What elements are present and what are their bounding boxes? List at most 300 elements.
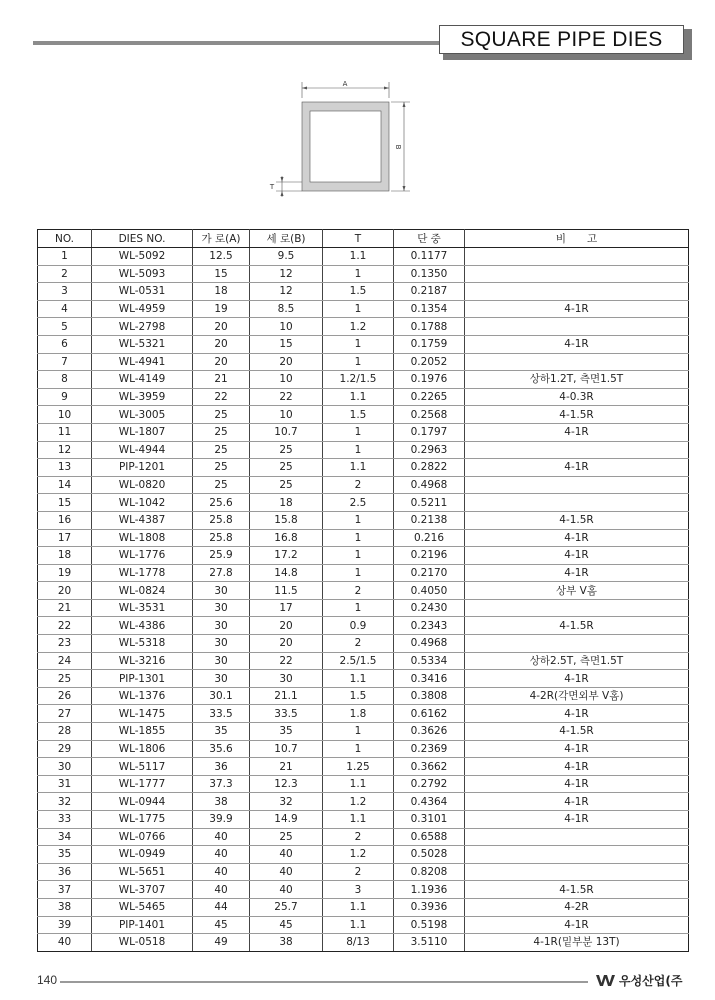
cell-thickness-t: 1 (323, 723, 394, 741)
cell-width-a: 27.8 (193, 564, 250, 582)
cell-dies-no: WL-2798 (92, 318, 193, 336)
cell-remarks (465, 635, 689, 653)
cell-remarks (465, 441, 689, 459)
cell-dies-no: WL-0518 (92, 934, 193, 952)
cell-no: 9 (38, 388, 92, 406)
cell-thickness-t: 1.5 (323, 283, 394, 301)
table-row (38, 723, 689, 741)
cell-unit-weight: 0.1177 (394, 248, 465, 266)
table-row (38, 335, 689, 353)
cell-thickness-t: 1.2 (323, 846, 394, 864)
cell-height-b: 20 (250, 353, 323, 371)
col-header-height-b: 세 로(B) (250, 230, 323, 248)
cell-thickness-t: 1 (323, 300, 394, 318)
cell-thickness-t: 1.8 (323, 705, 394, 723)
cell-remarks (465, 248, 689, 266)
table-row (38, 476, 689, 494)
cell-dies-no: WL-1778 (92, 564, 193, 582)
cell-no: 17 (38, 529, 92, 547)
cell-thickness-t: 2.5 (323, 494, 394, 512)
cell-dies-no: WL-0944 (92, 793, 193, 811)
cell-thickness-t: 1.2/1.5 (323, 371, 394, 389)
table-row (38, 547, 689, 565)
cell-dies-no: WL-0949 (92, 846, 193, 864)
cell-height-b: 18 (250, 494, 323, 512)
cell-remarks: 4-1R (465, 670, 689, 688)
cell-no: 2 (38, 265, 92, 283)
cell-width-a: 40 (193, 881, 250, 899)
cell-no: 30 (38, 758, 92, 776)
cell-remarks: 4-0.3R (465, 388, 689, 406)
cell-remarks: 4-1.5R (465, 723, 689, 741)
cell-no: 25 (38, 670, 92, 688)
dim-label-t: T (269, 183, 275, 191)
cell-height-b: 15.8 (250, 511, 323, 529)
cell-no: 29 (38, 740, 92, 758)
table-row (38, 529, 689, 547)
cell-unit-weight: 0.2822 (394, 459, 465, 477)
cell-unit-weight: 0.2963 (394, 441, 465, 459)
cell-dies-no: WL-4149 (92, 371, 193, 389)
cell-width-a: 25 (193, 406, 250, 424)
cell-thickness-t: 1.1 (323, 775, 394, 793)
table-row (38, 441, 689, 459)
cell-no: 39 (38, 916, 92, 934)
table-row (38, 406, 689, 424)
cell-width-a: 30 (193, 635, 250, 653)
cell-height-b: 40 (250, 863, 323, 881)
cell-width-a: 25.8 (193, 511, 250, 529)
cell-dies-no: WL-4387 (92, 511, 193, 529)
cell-unit-weight: 0.1976 (394, 371, 465, 389)
cell-no: 34 (38, 828, 92, 846)
table-row (38, 846, 689, 864)
cell-height-b: 10.7 (250, 423, 323, 441)
cell-unit-weight: 0.2792 (394, 775, 465, 793)
cell-dies-no: WL-3005 (92, 406, 193, 424)
cell-remarks: 4-1R (465, 300, 689, 318)
table-row (38, 459, 689, 477)
cell-thickness-t: 1 (323, 740, 394, 758)
cell-height-b: 25 (250, 459, 323, 477)
table-row (38, 758, 689, 776)
cell-thickness-t: 1 (323, 265, 394, 283)
cell-remarks: 4-1.5R (465, 406, 689, 424)
cell-height-b: 12 (250, 283, 323, 301)
cell-thickness-t: 2 (323, 582, 394, 600)
cell-dies-no: WL-0824 (92, 582, 193, 600)
cell-width-a: 44 (193, 898, 250, 916)
cell-no: 20 (38, 582, 92, 600)
cell-unit-weight: 0.5198 (394, 916, 465, 934)
cell-thickness-t: 3 (323, 881, 394, 899)
cell-remarks: 4-1.5R (465, 881, 689, 899)
cell-thickness-t: 1.5 (323, 687, 394, 705)
table-row (38, 582, 689, 600)
col-header-width-a: 가 로(A) (193, 230, 250, 248)
cell-no: 8 (38, 371, 92, 389)
cell-dies-no: WL-1376 (92, 687, 193, 705)
cell-unit-weight: 0.1354 (394, 300, 465, 318)
cell-unit-weight: 3.5110 (394, 934, 465, 952)
cell-unit-weight: 0.2568 (394, 406, 465, 424)
table-row (38, 300, 689, 318)
cell-unit-weight: 0.3416 (394, 670, 465, 688)
logo-mark-icon (596, 975, 616, 986)
cell-unit-weight: 0.2170 (394, 564, 465, 582)
cell-remarks (465, 494, 689, 512)
cell-no: 10 (38, 406, 92, 424)
cell-dies-no: WL-1775 (92, 811, 193, 829)
cell-dies-no: WL-0820 (92, 476, 193, 494)
table-row (38, 265, 689, 283)
cell-unit-weight: 0.2369 (394, 740, 465, 758)
cell-width-a: 25.8 (193, 529, 250, 547)
cell-remarks (465, 353, 689, 371)
cell-width-a: 22 (193, 388, 250, 406)
table-row (38, 687, 689, 705)
table-row (38, 793, 689, 811)
cell-height-b: 32 (250, 793, 323, 811)
dim-label-b: B (394, 144, 402, 150)
cell-remarks: 4-1R (465, 758, 689, 776)
cell-thickness-t: 1 (323, 511, 394, 529)
table-row (38, 652, 689, 670)
cell-dies-no: WL-5093 (92, 265, 193, 283)
cell-no: 21 (38, 599, 92, 617)
cell-height-b: 8.5 (250, 300, 323, 318)
cell-remarks: 4-1R (465, 335, 689, 353)
cell-remarks (465, 828, 689, 846)
cell-dies-no: PIP-1201 (92, 459, 193, 477)
footer-rule (60, 981, 588, 983)
table-row (38, 318, 689, 336)
cell-width-a: 25.6 (193, 494, 250, 512)
cell-height-b: 45 (250, 916, 323, 934)
cell-width-a: 25.9 (193, 547, 250, 565)
table-row (38, 248, 689, 266)
cell-remarks (465, 846, 689, 864)
col-header-no: NO. (38, 230, 92, 248)
cell-width-a: 49 (193, 934, 250, 952)
cell-height-b: 14.9 (250, 811, 323, 829)
cell-unit-weight: 0.3101 (394, 811, 465, 829)
cell-no: 1 (38, 248, 92, 266)
cell-no: 18 (38, 547, 92, 565)
cell-dies-no: WL-0766 (92, 828, 193, 846)
cell-no: 14 (38, 476, 92, 494)
cell-width-a: 20 (193, 353, 250, 371)
cell-thickness-t: 1 (323, 335, 394, 353)
cell-no: 19 (38, 564, 92, 582)
cell-unit-weight: 1.1936 (394, 881, 465, 899)
cell-height-b: 10 (250, 371, 323, 389)
cell-dies-no: WL-5651 (92, 863, 193, 881)
cell-width-a: 40 (193, 863, 250, 881)
cell-no: 35 (38, 846, 92, 864)
cell-dies-no: WL-3216 (92, 652, 193, 670)
cell-unit-weight: 0.2265 (394, 388, 465, 406)
cell-no: 31 (38, 775, 92, 793)
cell-height-b: 12.3 (250, 775, 323, 793)
cell-remarks: 상하1.2T, 측면1.5T (465, 371, 689, 389)
cell-dies-no: WL-5117 (92, 758, 193, 776)
cell-remarks (465, 283, 689, 301)
cell-dies-no: WL-4386 (92, 617, 193, 635)
cell-width-a: 30 (193, 582, 250, 600)
cell-no: 28 (38, 723, 92, 741)
cell-height-b: 21.1 (250, 687, 323, 705)
cell-dies-no: WL-3707 (92, 881, 193, 899)
cell-unit-weight: 0.3662 (394, 758, 465, 776)
cell-no: 23 (38, 635, 92, 653)
cell-height-b: 17.2 (250, 547, 323, 565)
cell-height-b: 10 (250, 406, 323, 424)
cell-width-a: 38 (193, 793, 250, 811)
cell-remarks: 4-1R(밑부분 13T) (465, 934, 689, 952)
cell-thickness-t: 1 (323, 353, 394, 371)
cell-width-a: 35.6 (193, 740, 250, 758)
cell-dies-no: WL-4944 (92, 441, 193, 459)
page-number: 140 (37, 973, 58, 987)
cell-height-b: 21 (250, 758, 323, 776)
cell-no: 16 (38, 511, 92, 529)
cell-thickness-t: 1.2 (323, 318, 394, 336)
cell-width-a: 36 (193, 758, 250, 776)
cell-height-b: 11.5 (250, 582, 323, 600)
cell-height-b: 22 (250, 388, 323, 406)
cell-unit-weight: 0.3808 (394, 687, 465, 705)
cell-unit-weight: 0.3936 (394, 898, 465, 916)
cell-unit-weight: 0.3626 (394, 723, 465, 741)
cell-dies-no: WL-5465 (92, 898, 193, 916)
cell-height-b: 38 (250, 934, 323, 952)
cell-width-a: 40 (193, 828, 250, 846)
cell-remarks: 4-1R (465, 423, 689, 441)
cell-width-a: 12.5 (193, 248, 250, 266)
cell-no: 3 (38, 283, 92, 301)
cell-width-a: 30 (193, 599, 250, 617)
cell-height-b: 12 (250, 265, 323, 283)
cell-width-a: 25 (193, 423, 250, 441)
cell-width-a: 15 (193, 265, 250, 283)
cell-no: 26 (38, 687, 92, 705)
cell-remarks: 4-1R (465, 916, 689, 934)
cell-unit-weight: 0.1759 (394, 335, 465, 353)
cell-width-a: 39.9 (193, 811, 250, 829)
cell-thickness-t: 2 (323, 476, 394, 494)
cell-remarks: 4-1R (465, 564, 689, 582)
cell-height-b: 25 (250, 441, 323, 459)
table-row (38, 388, 689, 406)
cell-no: 40 (38, 934, 92, 952)
cell-remarks: 상하2.5T, 측면1.5T (465, 652, 689, 670)
cell-width-a: 25 (193, 459, 250, 477)
cell-thickness-t: 1 (323, 564, 394, 582)
table-row (38, 898, 689, 916)
cell-dies-no: WL-3959 (92, 388, 193, 406)
cell-no: 32 (38, 793, 92, 811)
cell-thickness-t: 1.25 (323, 758, 394, 776)
table-row (38, 423, 689, 441)
cell-remarks (465, 863, 689, 881)
cell-height-b: 33.5 (250, 705, 323, 723)
cell-remarks (465, 599, 689, 617)
cell-unit-weight: 0.2187 (394, 283, 465, 301)
cell-thickness-t: 1.2 (323, 793, 394, 811)
table-row (38, 775, 689, 793)
cell-remarks: 4-1R (465, 547, 689, 565)
cell-no: 24 (38, 652, 92, 670)
cell-width-a: 30 (193, 617, 250, 635)
cell-thickness-t: 2.5/1.5 (323, 652, 394, 670)
cell-unit-weight: 0.4968 (394, 476, 465, 494)
cell-dies-no: WL-1777 (92, 775, 193, 793)
table-row (38, 934, 689, 952)
page-title: SQUARE PIPE DIES (439, 25, 684, 54)
cell-no: 12 (38, 441, 92, 459)
cell-width-a: 25 (193, 476, 250, 494)
table-row (38, 353, 689, 371)
cell-dies-no: WL-1855 (92, 723, 193, 741)
cell-width-a: 35 (193, 723, 250, 741)
cell-unit-weight: 0.4968 (394, 635, 465, 653)
cell-thickness-t: 1 (323, 423, 394, 441)
cell-width-a: 30 (193, 670, 250, 688)
cell-remarks: 4-1R (465, 740, 689, 758)
cell-unit-weight: 0.1788 (394, 318, 465, 336)
cell-height-b: 30 (250, 670, 323, 688)
cell-no: 22 (38, 617, 92, 635)
cell-dies-no: WL-4941 (92, 353, 193, 371)
cell-unit-weight: 0.5211 (394, 494, 465, 512)
cell-height-b: 40 (250, 846, 323, 864)
cell-width-a: 33.5 (193, 705, 250, 723)
cell-height-b: 25 (250, 828, 323, 846)
cell-remarks: 4-1.5R (465, 617, 689, 635)
cell-dies-no: PIP-1301 (92, 670, 193, 688)
cell-dies-no: WL-1807 (92, 423, 193, 441)
cell-no: 4 (38, 300, 92, 318)
cell-unit-weight: 0.1350 (394, 265, 465, 283)
cell-thickness-t: 1 (323, 547, 394, 565)
cell-no: 6 (38, 335, 92, 353)
cell-height-b: 14.8 (250, 564, 323, 582)
cell-dies-no: WL-1042 (92, 494, 193, 512)
cell-thickness-t: 8/13 (323, 934, 394, 952)
cell-remarks: 4-2R (465, 898, 689, 916)
table-row (38, 617, 689, 635)
table-row (38, 635, 689, 653)
cell-height-b: 9.5 (250, 248, 323, 266)
table-row (38, 811, 689, 829)
table-body (38, 248, 689, 952)
cell-dies-no: WL-0531 (92, 283, 193, 301)
cell-dies-no: WL-4959 (92, 300, 193, 318)
cell-unit-weight: 0.5334 (394, 652, 465, 670)
cell-dies-no: PIP-1401 (92, 916, 193, 934)
cell-thickness-t: 2 (323, 635, 394, 653)
cell-height-b: 25 (250, 476, 323, 494)
table-row (38, 564, 689, 582)
col-header-unit-weight: 단 중 (394, 230, 465, 248)
company-logo (596, 972, 682, 989)
cell-unit-weight: 0.2138 (394, 511, 465, 529)
cell-thickness-t: 1 (323, 441, 394, 459)
cell-dies-no: WL-5092 (92, 248, 193, 266)
cell-no: 36 (38, 863, 92, 881)
cell-thickness-t: 0.9 (323, 617, 394, 635)
cell-dies-no: WL-1806 (92, 740, 193, 758)
cell-thickness-t: 1.1 (323, 459, 394, 477)
table-row (38, 828, 689, 846)
cell-unit-weight: 0.1797 (394, 423, 465, 441)
cell-height-b: 15 (250, 335, 323, 353)
cell-remarks: 4-1.5R (465, 511, 689, 529)
cell-thickness-t: 1.1 (323, 916, 394, 934)
table-row (38, 283, 689, 301)
cell-height-b: 10 (250, 318, 323, 336)
cell-no: 13 (38, 459, 92, 477)
table-row (38, 599, 689, 617)
cell-no: 38 (38, 898, 92, 916)
table-row (38, 863, 689, 881)
cell-unit-weight: 0.2196 (394, 547, 465, 565)
cell-dies-no: WL-5321 (92, 335, 193, 353)
cell-dies-no: WL-1808 (92, 529, 193, 547)
col-header-dies-no: DIES NO. (92, 230, 193, 248)
table-row (38, 494, 689, 512)
cell-thickness-t: 2 (323, 828, 394, 846)
cell-unit-weight: 0.2343 (394, 617, 465, 635)
cell-dies-no: WL-1776 (92, 547, 193, 565)
cell-remarks: 4-1R (465, 459, 689, 477)
cell-height-b: 35 (250, 723, 323, 741)
cell-remarks: 4-1R (465, 793, 689, 811)
cell-unit-weight: 0.4050 (394, 582, 465, 600)
cell-remarks: 4-1R (465, 811, 689, 829)
table-row (38, 916, 689, 934)
table-header-row (38, 230, 689, 248)
cell-width-a: 30 (193, 652, 250, 670)
cell-height-b: 16.8 (250, 529, 323, 547)
table-row (38, 371, 689, 389)
cell-thickness-t: 2 (323, 863, 394, 881)
cell-remarks: 상부 V홈 (465, 582, 689, 600)
cell-thickness-t: 1.5 (323, 406, 394, 424)
cell-unit-weight: 0.2430 (394, 599, 465, 617)
cell-width-a: 25 (193, 441, 250, 459)
cell-thickness-t: 1 (323, 599, 394, 617)
cell-thickness-t: 1.1 (323, 898, 394, 916)
cell-width-a: 40 (193, 846, 250, 864)
table-row (38, 881, 689, 899)
cell-height-b: 22 (250, 652, 323, 670)
cell-width-a: 20 (193, 318, 250, 336)
cell-unit-weight: 0.2052 (394, 353, 465, 371)
cell-height-b: 20 (250, 635, 323, 653)
cell-height-b: 17 (250, 599, 323, 617)
dim-label-a: A (342, 80, 348, 88)
cell-dies-no: WL-1475 (92, 705, 193, 723)
cell-no: 37 (38, 881, 92, 899)
cell-no: 27 (38, 705, 92, 723)
cell-width-a: 37.3 (193, 775, 250, 793)
cell-no: 7 (38, 353, 92, 371)
cell-height-b: 25.7 (250, 898, 323, 916)
cell-thickness-t: 1.1 (323, 670, 394, 688)
cell-dies-no: WL-5318 (92, 635, 193, 653)
